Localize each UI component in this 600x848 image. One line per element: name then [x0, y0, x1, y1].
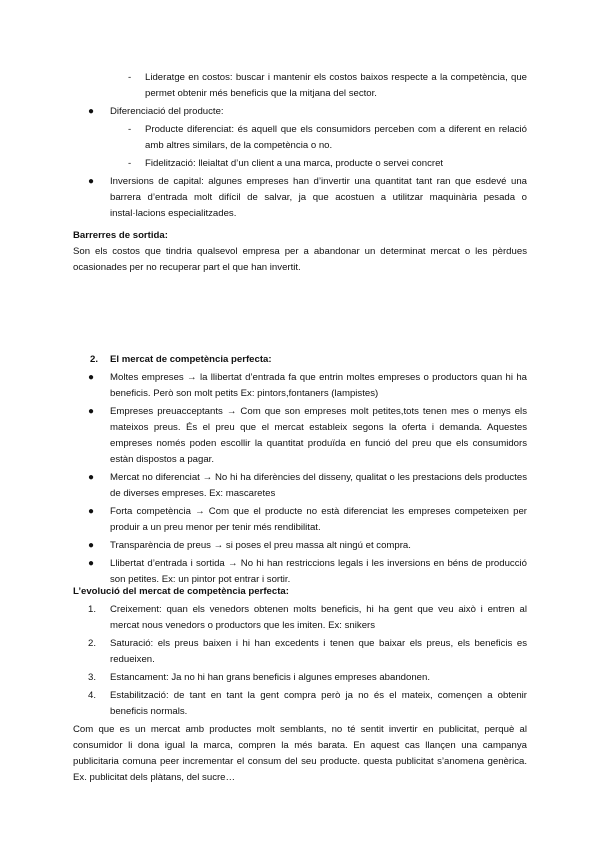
numbered-item: [73, 636, 527, 668]
section-heading: L’evolució del mercat de competència perfecta:: [73, 586, 289, 597]
list-item: [75, 538, 527, 554]
list-item-text: Llibertat d’entrada i sortida → No hi han restriccions legals i les inversions en béns de producció son petites. Ex: un pintor pot entrar i sortir.: [110, 558, 527, 585]
evolution-section: [73, 584, 527, 786]
bullet-icon: ●: [88, 176, 95, 187]
list-item-text: Transparència de preus → si poses el preu massa alt ningú et compra.: [110, 540, 411, 551]
list-item-text: Moltes empreses → la llibertat d’entrada fa que entrin moltes empreses o productors quan hi ha beneficis. Però son molt petits Ex: pintors,fontaners (lampistes): [110, 372, 527, 399]
list-item-text: Producte diferenciat: és aquell que els consumidors perceben com a diferent en relació amb altres similars, de la competència o no.: [145, 124, 527, 151]
dash-bullet: -: [128, 158, 132, 169]
item-number: 1.: [88, 604, 97, 615]
item-number: 4.: [88, 690, 97, 701]
list-item: [75, 504, 527, 536]
numbered-item-text: Creixement: quan els venedors obtenen molts beneficis, hi ha gent que veu això i entren al mercat nous venedors o productors que les imiten. Ex: snikers: [110, 604, 527, 631]
list-item: [75, 104, 527, 120]
list-item-text: Inversions de capital: algunes empreses han d’invertir una quantitat tant ran que esdevé una barrera d’entrada molt difícil de salvar, ja que acostuen a utilitzar maquinària pesada o instal·lacions especialitzades.: [110, 176, 527, 219]
list-item: [75, 370, 527, 402]
list-item-text: Diferenciació del producte:: [110, 106, 224, 117]
bullet-icon: ●: [88, 472, 95, 483]
section-paragraph: Com que es un mercat amb productes molt semblants, no té sentit invertir en publicitat, perquè al consumidor li dona igual la marca, compren la més barata. En aquest cas llançen una campanya publicitaria comuna peer incrementar el consum del seu producte. questa publicitat s’anomena genèrica. Ex. publicitat dels plàtans, del sucre…: [73, 724, 527, 783]
list-item: [75, 70, 527, 102]
section-title: [75, 352, 527, 368]
bullet-icon: ●: [88, 506, 95, 517]
list-item-text: Mercat no diferenciat → No hi ha diferències del disseny, qualitat o les prestacions dels productes de diverses empreses. Ex: mascaretes: [110, 472, 527, 499]
item-number: 3.: [88, 672, 97, 683]
bullet-icon: ●: [88, 558, 95, 569]
numbered-item-text: Estancament: Ja no hi han grans beneficis i algunes empreses abandonen.: [110, 672, 430, 683]
list-item: [75, 122, 527, 154]
dash-bullet: -: [128, 72, 132, 83]
perfect-competition-section: [75, 352, 527, 588]
exit-barriers-section: [73, 228, 527, 276]
numbered-item: [73, 688, 527, 720]
bullet-icon: ●: [88, 372, 95, 383]
dash-bullet: -: [128, 124, 132, 135]
list-item-text: Empreses preuacceptants → Com que son empreses molt petites,tots tenen mes o menys els mateixos preus. És el preu que el mercat estableix segons la oferta i demanda. Aquestes empreses només poden escollir la quantitat produïda en funció del preu que els consumidors estàn dispostos a pagar.: [110, 406, 527, 465]
list-item: [75, 174, 527, 222]
bullet-icon: ●: [88, 540, 95, 551]
list-item: [75, 404, 527, 468]
numbered-item-text: Saturació: els preus baixen i hi han excedents i tenen que baixar els preus, els beneficis es redueixen.: [110, 638, 527, 665]
list-item: [75, 156, 527, 172]
list-item-text: Forta competència → Com que el producte no està diferenciat les empreses competeixen per produir a un preu menor per tenir més rendibilitat.: [110, 506, 527, 533]
section-number: 2.: [90, 354, 99, 365]
section-heading: Barrerres de sortida:: [73, 230, 168, 241]
list-item-text: Lideratge en costos: buscar i mantenir els costos baixos respecte a la competència, que permet obtenir més beneficis que la mitjana del sector.: [145, 72, 527, 99]
bullet-icon: ●: [88, 106, 95, 117]
list-item: [75, 470, 527, 502]
competitive-strategies-list: [75, 70, 527, 222]
item-number: 2.: [88, 638, 97, 649]
numbered-item: [73, 602, 527, 634]
numbered-item-text: Estabilització: de tant en tant la gent compra però ja no és el mateix, començen a obtenir beneficis normals.: [110, 690, 527, 717]
section-paragraph: Son els costos que tindria qualsevol empresa per a abandonar un determinat mercat o les pèrdues ocasionades per no recuperar part el que han invertit.: [73, 246, 527, 273]
list-item-text: Fidelització: lleialtat d’un client a una marca, producte o servei concret: [145, 158, 444, 169]
numbered-item: [73, 670, 527, 686]
section-heading: El mercat de competència perfecta:: [110, 354, 272, 365]
bullet-icon: ●: [88, 406, 95, 417]
